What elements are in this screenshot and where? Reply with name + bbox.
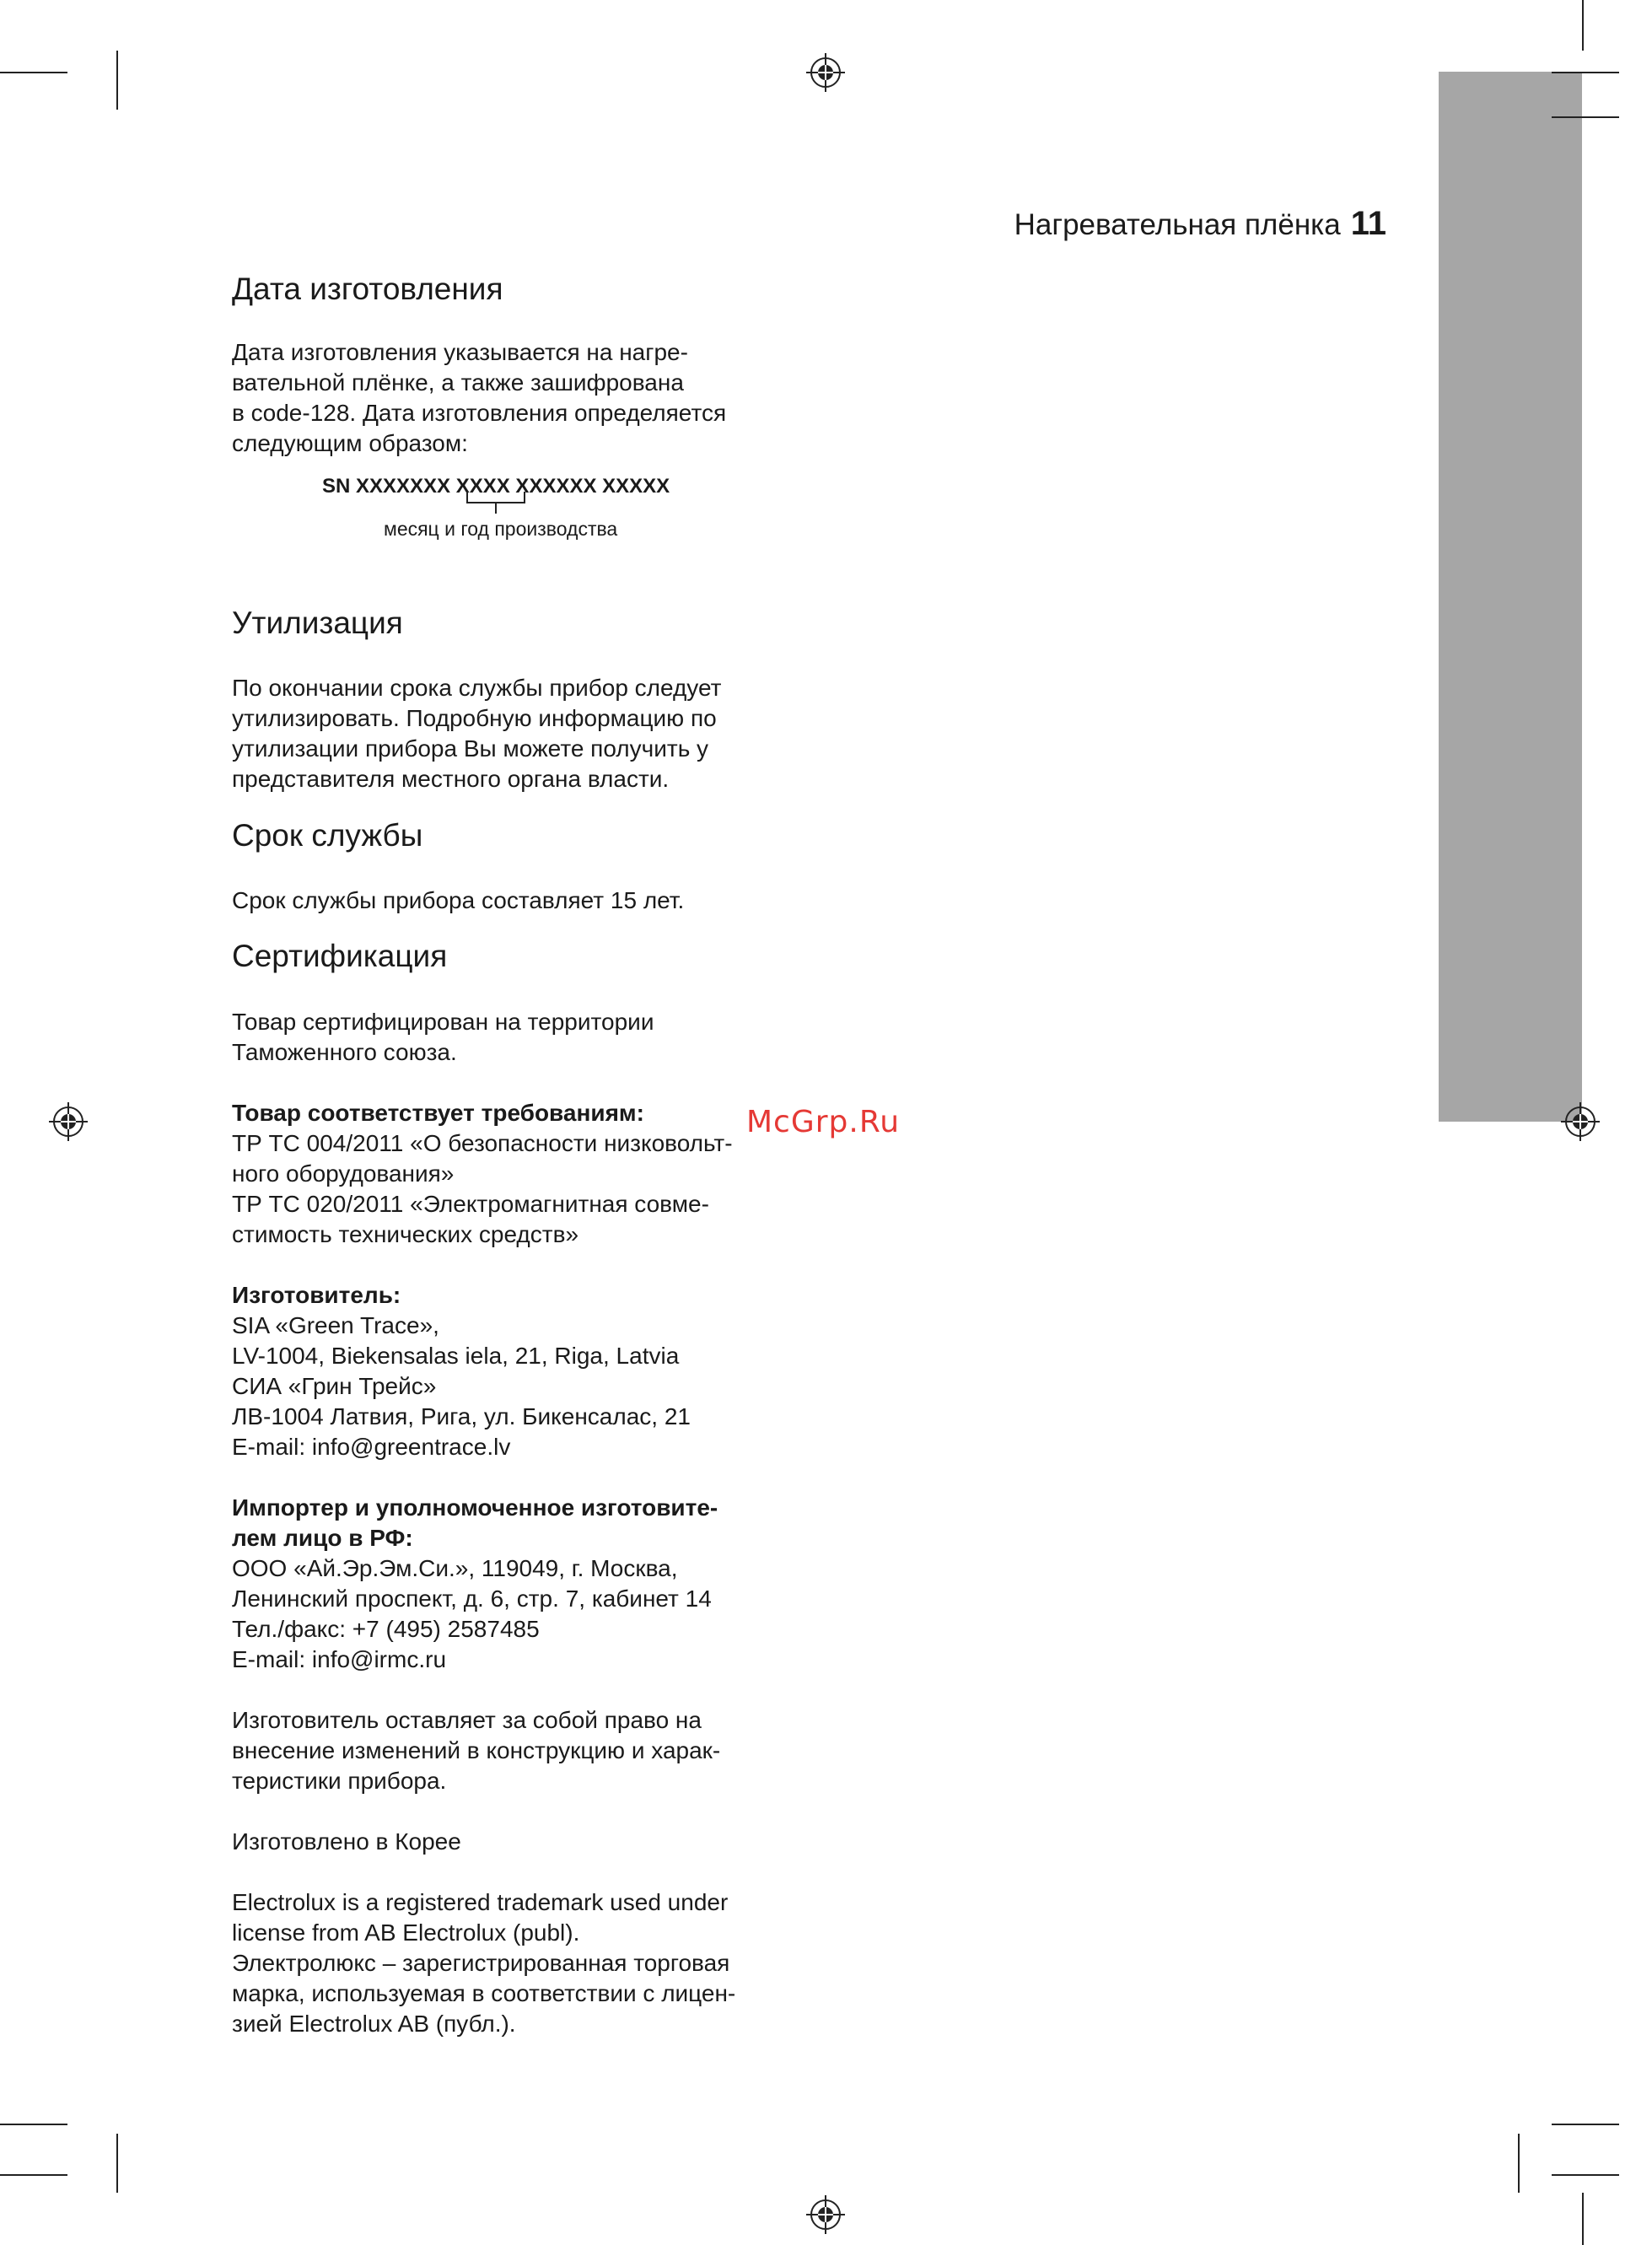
certification-text: Товар сертифицирован на территории Таможенного союза.	[232, 1009, 654, 1065]
registration-mark-icon	[49, 1102, 88, 1141]
manufacture-date-text: Дата изготовления указывается на нагре- вательной плёнке, а также зашифрована в code-128. Дата изготовления определяется следующим образом:	[232, 339, 727, 456]
manufacturer-label: Изготовитель:	[232, 1282, 401, 1308]
side-tab	[1439, 72, 1582, 1122]
watermark: McGrp.Ru	[746, 1105, 901, 1139]
heading-service-life: Срок службы	[232, 818, 423, 853]
importer-label: Импортер и уполномоченное изготовите- лем лицо в РФ:	[232, 1494, 718, 1551]
manufacturer-text: SIA «Green Trace», LV-1004, Biekensalas iela, 21, Riga, Latvia СИА «Грин Трейс» ЛВ-1004 Латвия, Рига, ул. Бикенсалас, 21 E-mail: info@greentrace.lv	[232, 1312, 691, 1460]
serial-bracket	[466, 492, 525, 503]
rights-text: Изготовитель оставляет за собой право на внесение изменений в конструкцию и харак- теристики прибора.	[232, 1707, 721, 1794]
requirements-text: ТР ТС 004/2011 «О безопасности низковольт- ного оборудования» ТР ТС 020/2011 «Электромагнитная совме- стимость технических средств»	[232, 1130, 733, 1247]
serial-number-caption: месяц и год производства	[384, 518, 618, 540]
heading-manufacture-date: Дата изготовления	[232, 272, 503, 306]
heading-disposal: Утилизация	[232, 606, 403, 640]
registration-mark-icon	[806, 2195, 845, 2234]
made-in-text: Изготовлено в Корее	[232, 1828, 461, 1855]
disposal-text: По окончании срока службы прибор следует утилизировать. Подробную информацию по утилизации прибора Вы можете получить у представителя местного органа власти.	[232, 675, 722, 792]
heading-certification: Сертификация	[232, 939, 448, 973]
page-number: 11	[1350, 205, 1386, 242]
importer-text: ООО «Ай.Эр.Эм.Си.», 119049, г. Москва, Ленинский проспект, д. 6, стр. 7, кабинет 14 Тел./факс: +7 (495) 2587485 E-mail: info@irmc.ru	[232, 1555, 712, 1672]
registration-mark-icon	[806, 53, 845, 92]
trademark-text: Electrolux is a registered trademark used under license from AB Electrolux (publ). Электролюкс – зарегистрированная торговая марка, используемая в соответствии с лицен- зией Electrolux AB (публ.).	[232, 1889, 736, 2037]
requirements-label: Товар соответствует требованиям:	[232, 1100, 644, 1126]
service-life-text: Срок службы прибора составляет 15 лет.	[232, 887, 685, 913]
serial-number-format: SN XXXXXXX XXXX XXXXXX XXXXX	[322, 475, 670, 498]
header-title: Нагревательная плёнка	[1014, 208, 1341, 241]
serial-bracket-stem	[495, 503, 497, 514]
running-header	[1014, 205, 1386, 243]
registration-mark-icon	[1561, 1102, 1600, 1141]
